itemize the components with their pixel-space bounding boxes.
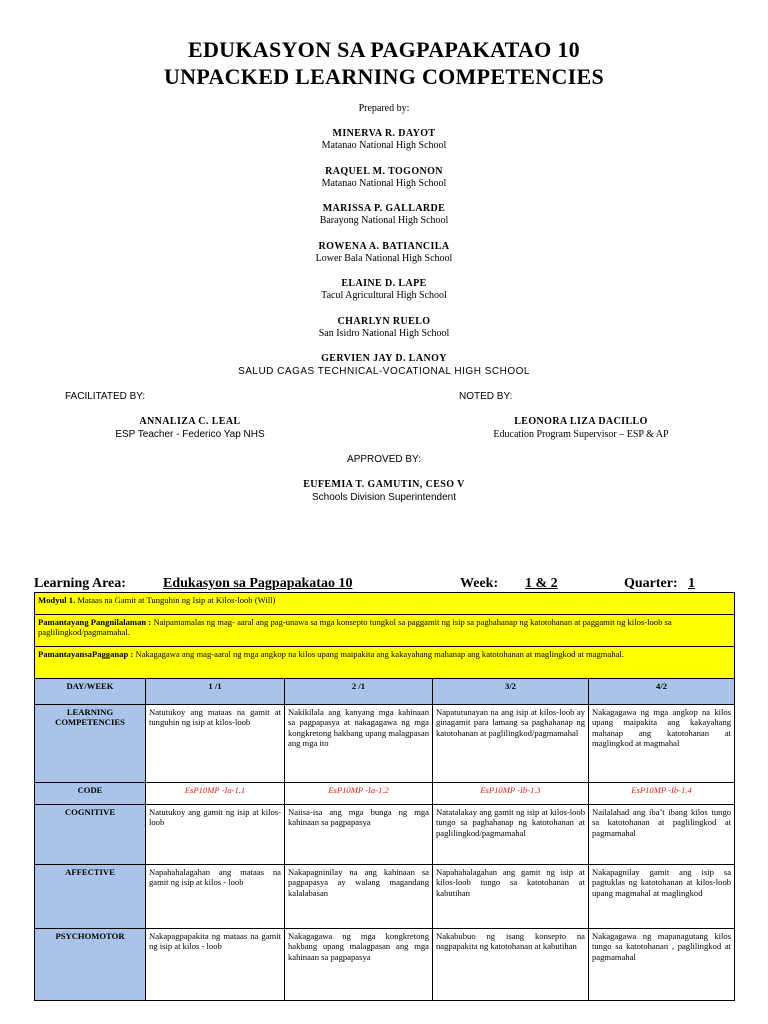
code-row (35, 783, 735, 805)
pangnilalaman-label: Pamantayang Pangnilalaman : (38, 617, 152, 627)
competencies-table (34, 592, 735, 1001)
affective-cell: Nakapagnilay gamit ang isip sa pagtuklas ng katotohanan at kilos-loob upang magmahal at maglingkod (589, 865, 735, 929)
preparer-name: MARISSA P. GALLARDE (322, 203, 446, 214)
affective-cell: Nakapagninilay na ang kahinaan sa pagpapasya ay walang magandang kalalabasan (285, 865, 433, 929)
preparer-school: SALUD CAGAS TECHNICAL-VOCATIONAL HIGH SCHOOL (238, 366, 530, 377)
competency-cell: Napatutunayan na ang isip at kilos-loob ay ginagamit para lamang sa paghahanap ng katotohanan at paglilingkod/pagmamahal (433, 705, 589, 783)
approved-by-label: APPROVED BY: (347, 454, 421, 465)
psychomotor-label: PSYCHOMOTOR (35, 929, 146, 1001)
preparer-name: GERVIEN JAY D. LANOY (321, 353, 447, 364)
pagganap-label: PamantayansaPagganap : (38, 649, 134, 659)
pagganap-cell (35, 647, 735, 679)
code-cell: EsP10MP -Ib-1.4 (589, 783, 735, 805)
preparer-school: Tacul Agricultural High School (321, 290, 447, 301)
cognitive-cell: Natutukoy ang gamit ng isip at kilos-loob (146, 805, 285, 865)
approver-name: EUFEMIA T. GAMUTIN, CESO V (303, 479, 465, 490)
affective-cell: Napahahalagahan ang mataas na gamit ng isip at kilos - loob (146, 865, 285, 929)
modyul-cell (35, 593, 735, 615)
noted-by-role: Education Program Supervisor – ESP & AP (493, 429, 669, 440)
header-row (35, 679, 735, 705)
preparer-school: Matanao National High School (321, 140, 447, 151)
approver-role: Schools Division Superintendent (312, 492, 456, 503)
code-label: CODE (35, 783, 146, 805)
noted-by-label: NOTED BY: (459, 391, 513, 402)
quarter-value: 1 (688, 576, 695, 591)
psychomotor-row (35, 929, 735, 1001)
week-value: 1 & 2 (525, 576, 558, 591)
learning-competencies-row (35, 705, 735, 783)
day-header: 3/2 (433, 679, 589, 705)
facilitator-role: ESP Teacher - Federico Yap NHS (115, 429, 265, 440)
cognitive-cell: Naiisa-isa ang mga bunga ng mga kahinaan sa pagpapasya (285, 805, 433, 865)
preparer-school: Barayong National High School (319, 215, 449, 226)
learning-area-label: Learning Area: (34, 576, 126, 591)
psychomotor-cell: Nakabubuo ng isang konsepto na nagpapakita ng katotohanan at kabutihan (433, 929, 589, 1001)
noted-by-name: LEONORA LIZA DACILLO (514, 416, 648, 427)
day-header: 1 /1 (146, 679, 285, 705)
modyul-row (35, 593, 735, 615)
day-week-header: DAY/WEEK (35, 679, 146, 705)
psychomotor-cell: Nakagagawa ng mapanagutang kilos tungo sa katotohanan , paglilingkod at pagmamahal (589, 929, 735, 1001)
quarter-label: Quarter: (624, 576, 678, 591)
preparer-school: Matanao National High School (321, 178, 447, 189)
psychomotor-cell: Nakagagawa ng mga kongkretong hakbang upang malagpasan ang mga kahinaan sa pagpapasya (285, 929, 433, 1001)
competency-cell: Nakikilala ang kanyang mga kahinaan sa pagpapasya at nakagagawa ng mga kongkretong hakbang upang malagpasan ang mga ito (285, 705, 433, 783)
preparer-name: ELAINE D. LAPE (341, 278, 427, 289)
code-cell: EsP10MP -Ib-1.3 (433, 783, 589, 805)
competency-cell: Natutukoy ang mataas na gamit at tunguhin ng isip at kilos-loob (146, 705, 285, 783)
psychomotor-cell: Nakapagpapakita ng mataas na gamit ng isip at kilos - loob (146, 929, 285, 1001)
preparer-name: RAQUEL M. TOGONON (325, 166, 443, 177)
facilitated-by-label: FACILITATED BY: (65, 391, 146, 402)
week-label: Week: (460, 576, 499, 591)
cognitive-label: COGNITIVE (35, 805, 146, 865)
cognitive-cell: Natatalakay ang gamit ng isip at kilos-loob tungo sa paghahanap ng katotohanan at paglilingkod/pagmamahal (433, 805, 589, 865)
pangnilalaman-cell (35, 615, 735, 647)
modyul-label: Modyul 1. (38, 595, 76, 605)
learning-area-value: Edukasyon sa Pagpapakatao 10 (163, 576, 353, 591)
preparer-name: CHARLYN RUELO (337, 316, 431, 327)
learning-competencies-label: LEARNING COMPETENCIES (35, 705, 146, 783)
competency-cell: Nakagagawa ng mga angkop na kilos upang maipakita ang kakayahang mahanap ang katotohanan at maglingkod at magmahal (589, 705, 735, 783)
facilitator-name: ANNALIZA C. LEAL (139, 416, 241, 427)
preparer-school: San Isidro National High School (318, 328, 450, 339)
modyul-text: Mataas na Gamit at Tunguhin ng Isip at Kilos-loob (Will) (75, 595, 276, 605)
affective-row (35, 865, 735, 929)
pangnilalaman-row (35, 615, 735, 647)
affective-label: AFFECTIVE (35, 865, 146, 929)
pagganap-row (35, 647, 735, 679)
cognitive-cell: Nailalahad ang iba’t ibang kilos tungo sa katotohanan at paglilingkod at pagmamahal (589, 805, 735, 865)
day-header: 4/2 (589, 679, 735, 705)
document-subtitle: UNPACKED LEARNING COMPETENCIES (163, 64, 605, 89)
document-title: EDUKASYON SA PAGPAPAKATAO 10 (188, 37, 580, 62)
preparer-name: MINERVA R. DAYOT (332, 128, 436, 139)
pangnilalaman-text: Naipamamalas ng mag- aaral ang pag-unawa sa mga konsepto tungkol sa paggamit ng isip sa paghahanap ng katotohanan at paggamit ng kilos-loob sa paglilingkod/pagmamahal. (38, 617, 672, 638)
affective-cell: Napahahalagahan ang gamit ng isip at kilos-loob tungo sa katotohanan at kabutihan (433, 865, 589, 929)
pagganap-text: Nakagagawa ang mag-aaral ng mga angkop na kilos upang maipakita ang kakayahang mahanap ang katotohanan at maglingkod at magmahal. (133, 649, 624, 659)
preparer-school: Lower Bala National High School (315, 253, 453, 264)
code-cell: EsP10MP -Ia-1.2 (285, 783, 433, 805)
prepared-by-label: Prepared by: (358, 103, 410, 114)
day-header: 2 /1 (285, 679, 433, 705)
cognitive-row (35, 805, 735, 865)
preparer-name: ROWENA A. BATIANCILA (318, 241, 450, 252)
code-cell: EsP10MP -Ia-1.1 (146, 783, 285, 805)
